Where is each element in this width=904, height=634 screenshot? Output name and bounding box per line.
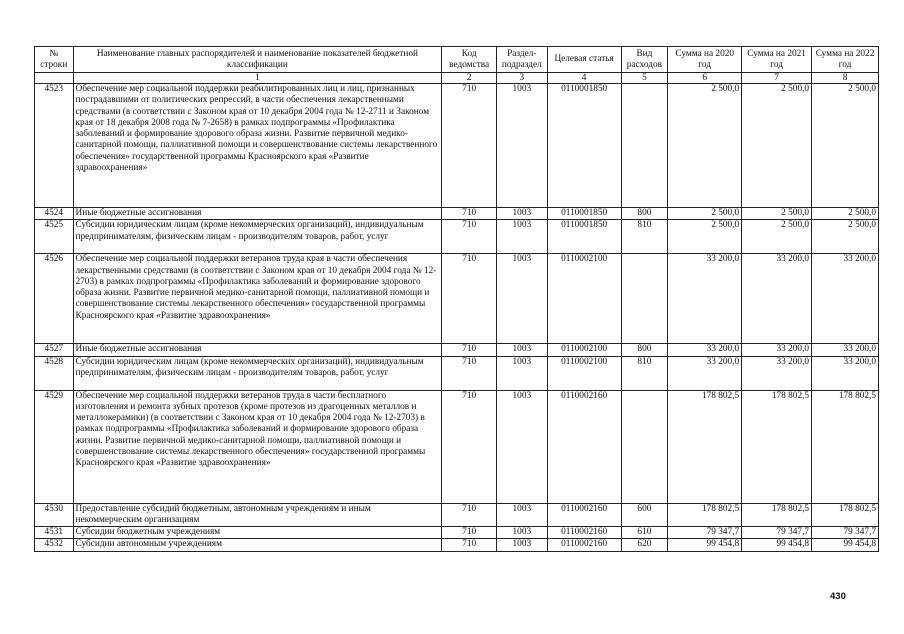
row-number: 4524 xyxy=(35,208,74,220)
column-number-row xyxy=(35,73,879,84)
row-article: 0110002160 xyxy=(547,539,621,551)
row-name: Обеспечение мер социальной поддержки ветеранов труда в части бесплатного изготовления и ремонта зубных протезов (кроме протезов из драгоценных металлов и металлокерамики) (в соответствии с Законом края от 10 декабря 2004 года № 12-2703) в рамках подпрограммы «Профилактика заболеваний и формирование здорового образа жизни. Развитие первичной медико-санитарной помощи, паллиативной помощи и совершенствование системы лекарственного обеспечения» государственной программы Красноярского края «Развитие здравоохранения» xyxy=(73,390,442,503)
row-section: 1003 xyxy=(497,220,548,254)
header-dept: Код ведомства xyxy=(442,47,497,73)
row-article: 0110001850 xyxy=(547,208,621,220)
table-row xyxy=(35,344,879,356)
row-section: 1003 xyxy=(497,503,548,527)
colnum-7: 7 xyxy=(742,73,812,84)
row-sum-2020: 79 347,7 xyxy=(668,527,742,539)
row-article: 0110002100 xyxy=(547,344,621,356)
row-dept-code: 710 xyxy=(442,84,497,208)
row-sum-2022: 2 500,0 xyxy=(812,84,879,208)
row-article: 0110001850 xyxy=(547,84,621,208)
row-sum-2021: 2 500,0 xyxy=(742,84,812,208)
colnum-1: 1 xyxy=(73,73,442,84)
table-row xyxy=(35,356,879,390)
row-expense-type: 810 xyxy=(621,220,668,254)
row-name: Субсидии автономным учреждениям xyxy=(73,539,442,551)
row-article: 0110002160 xyxy=(547,527,621,539)
colnum-6: 6 xyxy=(668,73,742,84)
colnum-0 xyxy=(35,73,74,84)
row-name: Иные бюджетные ассигнования xyxy=(73,208,442,220)
table-row xyxy=(35,503,879,527)
table-row xyxy=(35,539,879,551)
row-number: 4531 xyxy=(35,527,74,539)
row-sum-2021: 2 500,0 xyxy=(742,208,812,220)
row-number: 4532 xyxy=(35,539,74,551)
row-dept-code: 710 xyxy=(442,503,497,527)
row-sum-2020: 33 200,0 xyxy=(668,356,742,390)
header-sum-2022: Сумма на 2022 год xyxy=(812,47,879,73)
row-section: 1003 xyxy=(497,390,548,503)
row-name: Иные бюджетные ассигнования xyxy=(73,344,442,356)
row-sum-2021: 2 500,0 xyxy=(742,220,812,254)
row-sum-2020: 33 200,0 xyxy=(668,254,742,344)
row-expense-type: 810 xyxy=(621,356,668,390)
row-sum-2021: 33 200,0 xyxy=(742,254,812,344)
header-row xyxy=(35,47,879,73)
row-number: 4525 xyxy=(35,220,74,254)
row-dept-code: 710 xyxy=(442,390,497,503)
row-sum-2022: 33 200,0 xyxy=(812,254,879,344)
row-name: Обеспечение мер социальной поддержки реабилитированных лиц и лиц, признанных пострадавшими от политических репрессий, в части обеспечения лекарственными средствами (в соответствии с Законом края от 10 декабря 2004 года № 12-2711 и Законом края от 18 декабря 2008 года № 7-2658) в рамках подпрограммы «Профилактика заболеваний и формирование здорового образа жизни. Развитие первичной медико-санитарной помощи, паллиативной помощи и совершенствование системы лекарственного обеспечения» государственной программы Красноярского края «Развитие здравоохранения» xyxy=(73,84,442,208)
table-row xyxy=(35,390,879,503)
row-number: 4529 xyxy=(35,390,74,503)
row-sum-2020: 2 500,0 xyxy=(668,84,742,208)
table-body xyxy=(35,84,879,552)
colnum-3: 3 xyxy=(497,73,548,84)
row-dept-code: 710 xyxy=(442,220,497,254)
row-number: 4527 xyxy=(35,344,74,356)
header-article: Целевая статья xyxy=(547,47,621,73)
header-section: Раздел-подраздел xyxy=(497,47,548,73)
budget-table xyxy=(34,46,879,552)
row-number: 4530 xyxy=(35,503,74,527)
row-section: 1003 xyxy=(497,254,548,344)
row-section: 1003 xyxy=(497,84,548,208)
header-num: № строки xyxy=(35,47,74,73)
row-sum-2021: 33 200,0 xyxy=(742,344,812,356)
table-row xyxy=(35,220,879,254)
row-section: 1003 xyxy=(497,344,548,356)
row-expense-type xyxy=(621,390,668,503)
row-name: Обеспечение мер социальной поддержки ветеранов труда края в части обеспечения лекарственными средствами (в соответствии с Законом края от 10 декабря 2004 года № 12-2703) в рамках подпрограммы «Профилактика заболеваний и формирование здорового образа жизни. Развитие первичной медико-санитарной помощи, паллиативной помощи и совершенствование системы лекарственного обеспечения» государственной программы Красноярского края «Развитие здравоохранения» xyxy=(73,254,442,344)
table-row xyxy=(35,208,879,220)
header-sum-2021: Сумма на 2021 год xyxy=(742,47,812,73)
header-exptype: Вид расходов xyxy=(621,47,668,73)
row-sum-2021: 99 454,8 xyxy=(742,539,812,551)
row-article: 0110002160 xyxy=(547,503,621,527)
row-expense-type: 610 xyxy=(621,527,668,539)
page-number: 430 xyxy=(830,591,846,602)
row-expense-type: 620 xyxy=(621,539,668,551)
header-sum-2020: Сумма на 2020 год xyxy=(668,47,742,73)
row-sum-2021: 79 347,7 xyxy=(742,527,812,539)
row-section: 1003 xyxy=(497,356,548,390)
row-expense-type: 800 xyxy=(621,344,668,356)
row-sum-2022: 2 500,0 xyxy=(812,220,879,254)
row-sum-2020: 2 500,0 xyxy=(668,220,742,254)
row-sum-2020: 33 200,0 xyxy=(668,344,742,356)
row-sum-2022: 178 802,5 xyxy=(812,390,879,503)
colnum-4: 4 xyxy=(547,73,621,84)
table-row xyxy=(35,527,879,539)
colnum-2: 2 xyxy=(442,73,497,84)
row-sum-2020: 178 802,5 xyxy=(668,390,742,503)
row-sum-2020: 2 500,0 xyxy=(668,208,742,220)
row-name: Субсидии юридическим лицам (кроме некоммерческих организаций), индивидуальным предпринимателям, физическим лицам - производителям товаров, работ, услуг xyxy=(73,220,442,254)
row-sum-2022: 99 454,8 xyxy=(812,539,879,551)
row-number: 4528 xyxy=(35,356,74,390)
table-row xyxy=(35,254,879,344)
colnum-5: 5 xyxy=(621,73,668,84)
row-expense-type: 600 xyxy=(621,503,668,527)
row-article: 0110002160 xyxy=(547,390,621,503)
row-number: 4523 xyxy=(35,84,74,208)
row-article: 0110002100 xyxy=(547,254,621,344)
row-name: Субсидии бюджетным учреждениям xyxy=(73,527,442,539)
row-sum-2021: 178 802,5 xyxy=(742,390,812,503)
row-article: 0110002100 xyxy=(547,356,621,390)
row-dept-code: 710 xyxy=(442,527,497,539)
row-sum-2022: 33 200,0 xyxy=(812,356,879,390)
row-article: 0110001850 xyxy=(547,220,621,254)
row-dept-code: 710 xyxy=(442,208,497,220)
row-section: 1003 xyxy=(497,539,548,551)
colnum-8: 8 xyxy=(812,73,879,84)
row-sum-2022: 33 200,0 xyxy=(812,344,879,356)
row-expense-type xyxy=(621,84,668,208)
row-name: Предоставление субсидий бюджетным, автономным учреждениям и иным некоммерческим организациям xyxy=(73,503,442,527)
row-name: Субсидии юридическим лицам (кроме некоммерческих организаций), индивидуальным предпринимателям, физическим лицам - производителям товаров, работ, услуг xyxy=(73,356,442,390)
row-dept-code: 710 xyxy=(442,539,497,551)
row-section: 1003 xyxy=(497,208,548,220)
row-sum-2021: 178 802,5 xyxy=(742,503,812,527)
row-expense-type: 800 xyxy=(621,208,668,220)
row-section: 1003 xyxy=(497,527,548,539)
row-dept-code: 710 xyxy=(442,356,497,390)
row-sum-2020: 99 454,8 xyxy=(668,539,742,551)
table-row xyxy=(35,84,879,208)
row-dept-code: 710 xyxy=(442,344,497,356)
row-sum-2020: 178 802,5 xyxy=(668,503,742,527)
row-sum-2022: 79 347,7 xyxy=(812,527,879,539)
row-sum-2022: 2 500,0 xyxy=(812,208,879,220)
row-sum-2022: 178 802,5 xyxy=(812,503,879,527)
row-number: 4526 xyxy=(35,254,74,344)
row-dept-code: 710 xyxy=(442,254,497,344)
row-sum-2021: 33 200,0 xyxy=(742,356,812,390)
row-expense-type xyxy=(621,254,668,344)
header-name: Наименование главных распорядителей и наименование показателей бюджетной классификации xyxy=(73,47,442,73)
